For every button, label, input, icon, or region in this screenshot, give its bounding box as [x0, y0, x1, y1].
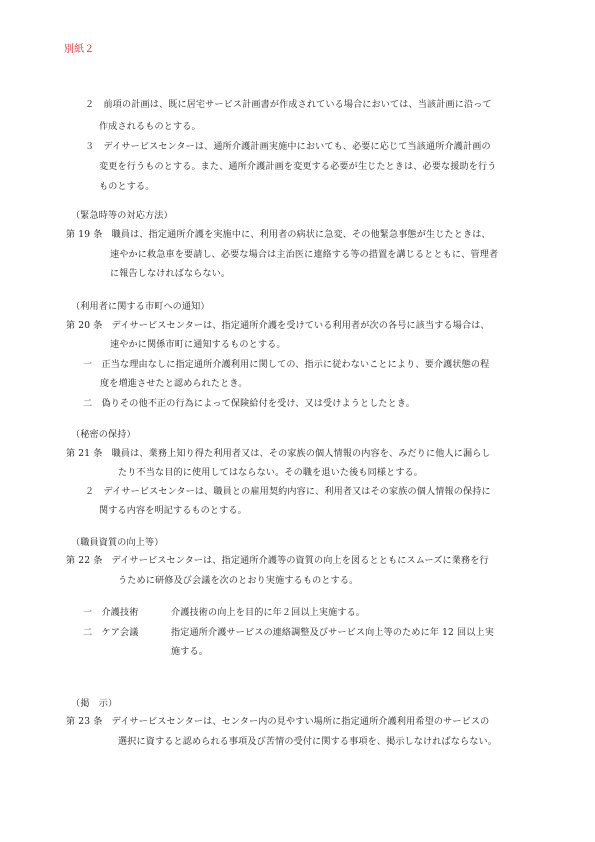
section-heading: （利用者に関する市町への通知）: [71, 302, 210, 312]
text-line: ものとする。: [99, 182, 155, 192]
section-heading: （職員資質の向上等）: [71, 538, 164, 548]
list-item-label: 二 ケア会議: [83, 628, 139, 638]
text-line: 度を増進させたと認められたとき。: [100, 379, 248, 389]
text-line: に報告しなければならない。: [110, 269, 231, 279]
attachment-label: 別紙２: [64, 44, 95, 55]
text-line: 関する内容を明記するものとする。: [99, 506, 247, 516]
list-item-label: 一 介護技術: [83, 608, 139, 618]
list-item-text: 指定通所介護サービスの連絡調整及びサービス向上等のために年 12 回以上実: [171, 628, 494, 638]
text-line: 選択に資すると認められる事項及び苦情の受付に関する事項を、掲示しなければならない。: [118, 737, 497, 747]
text-line: ２ デイサービスセンターは、職員との雇用契約内容に、利用者又はその家族の個人情報の保持に: [85, 487, 491, 497]
article-line: 第 20 条 デイサービスセンターは、指定通所介護を受けている利用者が次の各号に該当する場合は、: [66, 321, 490, 331]
text-line: 速やかに救急車を要請し、必要な場合は主治医に連絡する等の措置を講じるとともに、管理者: [110, 250, 499, 260]
list-item: 一 正当な理由なしに指定通所介護利用に関しての、指示に従わないことにより、要介護状態の程: [83, 360, 490, 370]
text-line: ２ 前項の計画は、既に居宅サービス計画書が作成されている場合においては、当該計画に沿って: [85, 100, 492, 110]
text-line: うために研修及び会議を次のとおり実施するものとする。: [118, 576, 359, 586]
article-line: 第 22 条 デイサービスセンターは、指定通所介護等の資質の向上を図るとともにスムーズに業務を行: [66, 556, 489, 566]
article-line: 第 21 条 職員は、業務上知り得た利用者又は、その家族の個人情報の内容を、みだりに他人に漏らし: [66, 449, 491, 459]
text-line: 施する。: [171, 647, 208, 657]
section-heading: （掲 示）: [71, 699, 118, 709]
list-item-text: 介護技術の向上を目的に年２回以上実施する。: [171, 608, 366, 618]
text-line: ３ デイサービスセンターは、通所介護計画実施中においても、必要に応じて当該通所介護計画の: [85, 142, 491, 152]
article-line: 第 23 条 デイサービスセンターは、センター内の見やすい場所に指定通所介護利用希望のサービスの: [66, 717, 490, 727]
text-line: 速やかに関係市町に通知するものとする。: [110, 340, 286, 350]
text-line: 変更を行うものとする。また、通所介護計画を変更する必要が生じたときは、必要な援助を行う: [99, 162, 497, 172]
text-line: 作成されるものとする。: [99, 122, 201, 132]
text-line: たり不当な目的に使用してはならない。その職を退いた後も同様とする。: [118, 468, 424, 478]
section-heading: （緊急時等の対応方法）: [71, 211, 173, 221]
list-item: 二 偽りその他不正の行為によって保険給付を受け、又は受けようとしたとき。: [83, 399, 416, 409]
article-line: 第 19 条 職員は、指定通所介護を実施中に、利用者の病状に急変、その他緊急事態が生じたときは、: [66, 230, 491, 240]
section-heading: （秘密の保持）: [71, 430, 136, 440]
